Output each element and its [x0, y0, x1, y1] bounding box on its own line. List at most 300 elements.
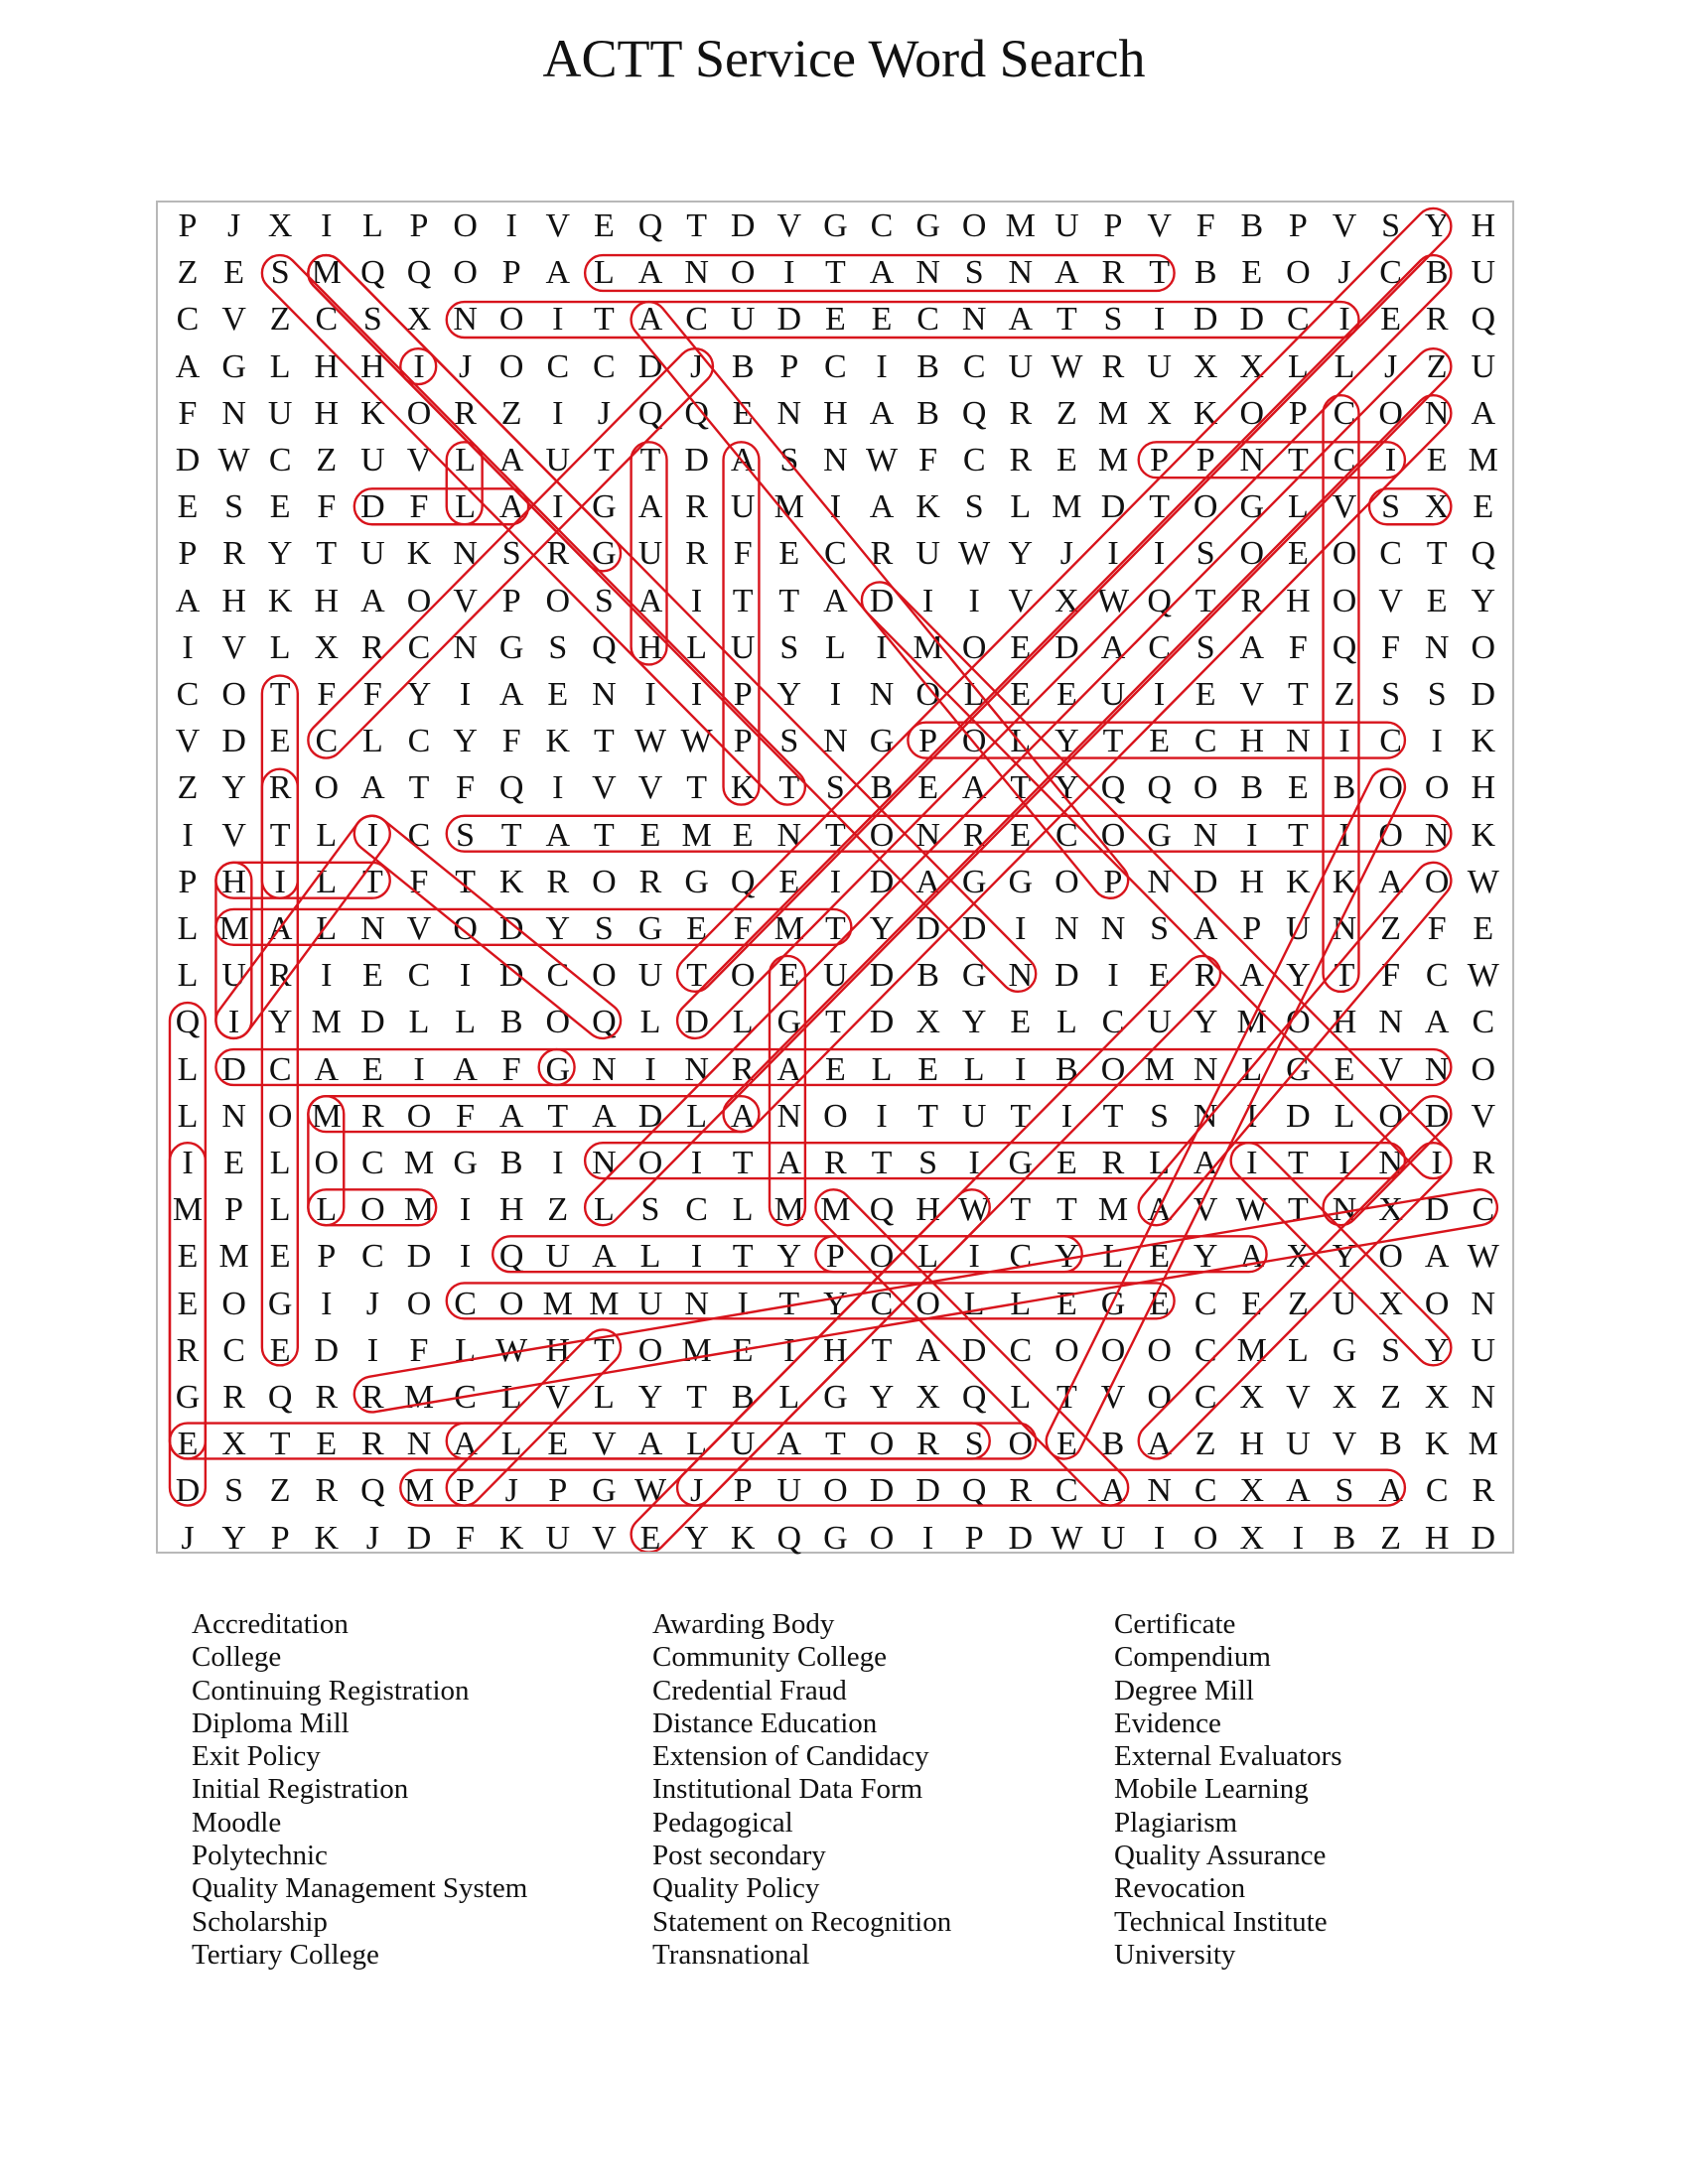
grid-letter: I — [690, 1145, 703, 1181]
grid-letter: I — [321, 1285, 333, 1322]
grid-letter: I — [459, 1191, 472, 1229]
grid-letter: N — [406, 1426, 432, 1463]
grid-letter: Y — [1055, 769, 1079, 807]
grid-letter: Z — [269, 301, 291, 339]
grid-letter: A — [175, 582, 201, 619]
grid-letter: L — [269, 1191, 291, 1229]
grid-letter: G — [545, 1050, 571, 1088]
grid-letter: L — [455, 1331, 476, 1369]
grid-letter: O — [869, 1519, 895, 1557]
grid-letter: D — [175, 442, 201, 478]
grid-letter: E — [547, 1426, 569, 1463]
grid-letter: N — [1424, 628, 1450, 666]
grid-letter: L — [917, 1238, 938, 1276]
grid-letter: T — [871, 1331, 893, 1369]
grid-letter: O — [360, 1191, 385, 1229]
grid-letter: Z — [316, 442, 338, 478]
grid-letter: N — [1332, 1191, 1357, 1229]
grid-letter: D — [684, 442, 709, 478]
grid-letter: H — [637, 628, 663, 666]
grid-letter: N — [592, 676, 617, 713]
grid-letter: K — [730, 769, 756, 807]
grid-letter: E — [732, 1331, 754, 1369]
grid-letter: V — [406, 442, 432, 478]
grid-letter: V — [545, 207, 571, 244]
grid-letter: S — [640, 1191, 660, 1229]
grid-letter: T — [1056, 301, 1077, 339]
grid-letter: L — [1288, 1331, 1309, 1369]
grid-letter: A — [637, 254, 663, 292]
grid-letter: N — [221, 1097, 246, 1135]
grid-letter: I — [552, 1145, 564, 1181]
grid-letter: Y — [221, 1519, 246, 1557]
grid-letter: O — [267, 1097, 293, 1135]
grid-letter: C — [685, 1191, 708, 1229]
grid-letter: O — [961, 723, 987, 760]
grid-letter: P — [270, 1519, 290, 1557]
grid-letter: D — [637, 1097, 663, 1135]
grid-letter: L — [1010, 1379, 1032, 1416]
grid-letter: Z — [500, 394, 522, 432]
grid-letter: B — [499, 1145, 523, 1181]
grid-letter: A — [453, 1050, 478, 1088]
grid-letter: N — [776, 816, 802, 854]
grid-letter: C — [1472, 1191, 1495, 1229]
grid-letter: M — [913, 628, 943, 666]
grid-letter: D — [1424, 1097, 1450, 1135]
grid-letter: U — [267, 394, 293, 432]
grid-letter: R — [638, 863, 662, 900]
grid-letter: G — [498, 628, 524, 666]
grid-letter: E — [177, 1285, 199, 1322]
grid-letter: M — [1097, 394, 1129, 432]
grid-letter: N — [823, 723, 848, 760]
grid-letter: T — [1010, 1097, 1032, 1135]
grid-letter: L — [500, 1426, 522, 1463]
grid-letter: I — [829, 676, 842, 713]
grid-letter: F — [409, 1331, 429, 1369]
grid-letter: Y — [961, 1004, 987, 1041]
grid-letter: S — [594, 910, 614, 947]
grid-letter: Q — [1147, 769, 1172, 807]
grid-letter: N — [1471, 1285, 1496, 1322]
grid-letter: O — [1378, 1097, 1403, 1135]
grid-letter: S — [1196, 628, 1215, 666]
grid-letter: R — [1101, 347, 1125, 385]
grid-letter: Z — [177, 769, 199, 807]
grid-letter: Z — [1426, 347, 1448, 385]
grid-letter: T — [732, 582, 754, 619]
grid-letter: A — [1286, 1472, 1311, 1510]
grid-letter: N — [776, 1097, 802, 1135]
grid-letter: U — [637, 957, 663, 995]
grid-letter: M — [403, 1379, 435, 1416]
grid-letter: A — [1008, 301, 1034, 339]
grid-letter: C — [1287, 301, 1310, 339]
grid-letter: R — [916, 1426, 939, 1463]
grid-letter: Z — [1334, 676, 1355, 713]
grid-letter: Z — [269, 1472, 291, 1510]
grid-letter: V — [221, 816, 246, 854]
grid-letter: L — [316, 1191, 338, 1229]
grid-letter: X — [1378, 1191, 1403, 1229]
grid-letter: I — [1246, 1097, 1258, 1135]
grid-letter: A — [498, 488, 524, 526]
grid-letter: I — [459, 1238, 472, 1276]
grid-letter: H — [1239, 723, 1265, 760]
grid-letter: P — [918, 723, 938, 760]
grid-letter: Z — [1288, 1285, 1309, 1322]
grid-letter: L — [594, 1191, 615, 1229]
grid-letter: O — [1378, 769, 1403, 807]
grid-letter: I — [182, 816, 194, 854]
grid-letter: B — [1240, 207, 1264, 244]
grid-letter: A — [175, 347, 201, 385]
grid-letter: E — [316, 1426, 338, 1463]
grid-letter: O — [453, 254, 478, 292]
grid-letter: P — [409, 207, 429, 244]
grid-letter: N — [1239, 442, 1265, 478]
grid-letter: S — [964, 488, 984, 526]
grid-letter: H — [1471, 207, 1496, 244]
grid-letter: M — [1097, 1191, 1129, 1229]
grid-letter: L — [316, 863, 338, 900]
grid-letter: P — [178, 207, 198, 244]
grid-letter: O — [406, 582, 432, 619]
grid-letter: D — [360, 488, 385, 526]
grid-letter: V — [1193, 1191, 1218, 1229]
grid-letter: C — [685, 301, 708, 339]
word-list-item: Quality Assurance — [1114, 1840, 1327, 1872]
grid-letter: S — [1150, 910, 1170, 947]
grid-letter: U — [360, 442, 385, 478]
grid-letter: E — [362, 957, 383, 995]
grid-letter: K — [406, 535, 432, 573]
grid-letter: U — [637, 535, 663, 573]
grid-letter: A — [776, 1426, 802, 1463]
grid-letter: D — [869, 957, 895, 995]
grid-letter: B — [731, 1379, 755, 1416]
grid-letter: I — [876, 1097, 888, 1135]
grid-letter: P — [548, 1472, 568, 1510]
grid-letter: L — [825, 628, 846, 666]
grid-letter: C — [361, 1145, 384, 1181]
grid-letter: Y — [1008, 535, 1034, 573]
grid-letter: A — [869, 254, 895, 292]
grid-letter: Y — [267, 1004, 293, 1041]
grid-letter: G — [823, 1379, 848, 1416]
grid-letter: C — [1101, 1004, 1125, 1041]
grid-letter: J — [365, 1285, 379, 1322]
grid-letter: T — [1288, 676, 1309, 713]
grid-letter: T — [455, 863, 476, 900]
grid-letter: N — [684, 1050, 709, 1088]
grid-letter: T — [269, 676, 291, 713]
grid-letter: D — [406, 1238, 432, 1276]
grid-letter: H — [1471, 769, 1496, 807]
grid-letter: J — [458, 347, 473, 385]
grid-letter: Y — [221, 769, 246, 807]
grid-letter: M — [1468, 442, 1498, 478]
grid-letter: I — [737, 1285, 749, 1322]
grid-letter: A — [1100, 1472, 1126, 1510]
grid-letter: U — [730, 488, 756, 526]
grid-letter: N — [1424, 816, 1450, 854]
grid-letter: V — [1378, 1050, 1403, 1088]
grid-letter: O — [869, 1238, 895, 1276]
grid-letter: T — [594, 723, 615, 760]
grid-letter: X — [1239, 1472, 1265, 1510]
grid-letter: A — [360, 582, 385, 619]
grid-letter: I — [182, 628, 194, 666]
grid-letter: I — [227, 1004, 240, 1041]
grid-letter: D — [961, 1331, 987, 1369]
grid-letter: E — [594, 207, 615, 244]
grid-letter: O — [1378, 1238, 1403, 1276]
grid-letter: M — [774, 1191, 804, 1229]
grid-letter: E — [1056, 442, 1077, 478]
grid-letter: D — [360, 1004, 385, 1041]
grid-letter: W — [865, 442, 899, 478]
grid-letter: W — [680, 723, 713, 760]
grid-letter: E — [1288, 535, 1309, 573]
grid-letter: T — [1288, 1191, 1309, 1229]
grid-letter: C — [268, 442, 292, 478]
grid-letter: V — [221, 628, 246, 666]
grid-letter: V — [175, 723, 201, 760]
grid-letter: L — [686, 628, 707, 666]
grid-letter: D — [869, 1004, 895, 1041]
grid-letter: T — [686, 1379, 707, 1416]
grid-letter: R — [870, 535, 894, 573]
grid-letter: V — [1332, 207, 1357, 244]
grid-letter: S — [1381, 1331, 1401, 1369]
grid-letter: I — [321, 207, 333, 244]
grid-letter: B — [1333, 769, 1356, 807]
grid-letter: L — [1334, 1097, 1355, 1135]
grid-letter: I — [1015, 1050, 1027, 1088]
grid-letter: H — [545, 1331, 571, 1369]
grid-letter: C — [824, 347, 847, 385]
grid-letter: Y — [776, 676, 802, 713]
grid-letter: K — [915, 488, 940, 526]
grid-letter: I — [876, 347, 888, 385]
grid-letter: U — [730, 301, 756, 339]
grid-letter: R — [1240, 582, 1264, 619]
grid-letter: T — [594, 816, 615, 854]
word-list-item: Quality Management System — [192, 1872, 528, 1905]
grid-letter: E — [1010, 1004, 1032, 1041]
grid-letter: H — [221, 863, 246, 900]
grid-letter: F — [918, 442, 938, 478]
grid-letter: O — [314, 1145, 340, 1181]
grid-letter: L — [177, 1050, 199, 1088]
grid-letter: N — [360, 910, 385, 947]
grid-letter: G — [776, 1004, 802, 1041]
grid-letter: T — [1102, 723, 1124, 760]
grid-letter: X — [314, 628, 340, 666]
grid-letter: L — [1010, 488, 1032, 526]
grid-letter: V — [1471, 1097, 1496, 1135]
grid-letter: Y — [267, 535, 293, 573]
grid-letter: P — [178, 863, 198, 900]
grid-letter: O — [1332, 582, 1357, 619]
grid-letter: B — [731, 347, 755, 385]
grid-letter: S — [456, 816, 476, 854]
grid-letter: O — [1471, 1050, 1496, 1088]
grid-letter: P — [224, 1191, 244, 1229]
grid-letter: E — [1288, 769, 1309, 807]
grid-letter: C — [1472, 1004, 1495, 1041]
grid-letter: G — [1100, 1285, 1126, 1322]
grid-letter: Z — [1056, 394, 1077, 432]
grid-letter: N — [1286, 723, 1311, 760]
word-list-column-3 — [1114, 1608, 1342, 1972]
grid-letter: V — [1378, 582, 1403, 619]
grid-letter: A — [1378, 1472, 1403, 1510]
grid-letter: W — [1467, 957, 1499, 995]
grid-letter: A — [869, 394, 895, 432]
grid-letter: Z — [547, 1191, 569, 1229]
grid-letter: O — [1286, 1004, 1311, 1041]
grid-letter: G — [1286, 1050, 1311, 1088]
grid-letter: W — [1235, 1191, 1268, 1229]
grid-letter: E — [1334, 1050, 1355, 1088]
grid-letter: E — [639, 1519, 661, 1557]
grid-letter: T — [778, 769, 800, 807]
grid-letter: L — [1149, 1145, 1170, 1181]
grid-letter: V — [1286, 1379, 1311, 1416]
grid-letter: F — [362, 676, 382, 713]
grid-letter: P — [178, 535, 198, 573]
word-list-item: Plagiarism — [1114, 1806, 1238, 1839]
grid-letter: W — [1096, 582, 1130, 619]
grid-letter: L — [1288, 488, 1309, 526]
grid-letter: D — [915, 1472, 940, 1510]
grid-letter: L — [963, 1285, 985, 1322]
grid-letter: U — [961, 1097, 987, 1135]
grid-letter: L — [362, 207, 383, 244]
grid-letter: N — [1008, 957, 1034, 995]
grid-letter: C — [962, 347, 986, 385]
grid-letter: T — [1010, 769, 1032, 807]
grid-letter: N — [915, 816, 940, 854]
grid-letter: R — [361, 1379, 384, 1416]
grid-letter: L — [963, 1050, 985, 1088]
grid-letter: Q — [175, 1004, 201, 1041]
grid-letter: I — [644, 676, 656, 713]
grid-letter: E — [732, 816, 754, 854]
grid-letter: O — [823, 1097, 848, 1135]
grid-letter: I — [876, 628, 888, 666]
grid-letter: O — [545, 1004, 571, 1041]
grid-letter: Y — [545, 910, 571, 947]
grid-letter: L — [269, 347, 291, 385]
grid-letter: T — [1195, 582, 1216, 619]
grid-letter: M — [403, 1191, 435, 1229]
grid-letter: C — [870, 1285, 894, 1322]
grid-letter: E — [362, 1050, 383, 1088]
grid-letter: P — [733, 1472, 753, 1510]
grid-letter: Y — [1193, 1004, 1218, 1041]
grid-letter: F — [1288, 628, 1308, 666]
grid-letter: G — [637, 910, 663, 947]
grid-letter: T — [1288, 1145, 1309, 1181]
grid-letter: A — [869, 488, 895, 526]
grid-letter: C — [1425, 957, 1449, 995]
grid-letter: O — [1286, 254, 1311, 292]
grid-letter: N — [1147, 863, 1172, 900]
grid-letter: U — [1471, 347, 1496, 385]
grid-letter: T — [732, 1238, 754, 1276]
grid-letter: C — [1194, 1285, 1217, 1322]
word-list-item: Polytechnic — [192, 1840, 328, 1872]
grid-letter: G — [453, 1145, 478, 1181]
grid-letter: L — [269, 1145, 291, 1181]
grid-letter: L — [408, 1004, 430, 1041]
grid-letter: E — [778, 863, 800, 900]
grid-letter: Y — [1332, 1238, 1357, 1276]
grid-letter: M — [311, 1004, 342, 1041]
grid-letter: C — [546, 957, 570, 995]
grid-letter: O — [1239, 394, 1265, 432]
grid-letter: O — [1424, 769, 1450, 807]
grid-letter: P — [1103, 863, 1123, 900]
grid-letter: U — [1332, 1285, 1357, 1322]
grid-letter: R — [546, 535, 570, 573]
grid-letter: R — [222, 535, 245, 573]
grid-letter: Y — [869, 1379, 895, 1416]
grid-letter: P — [1242, 910, 1262, 947]
grid-letter: A — [1239, 628, 1265, 666]
grid-letter: A — [545, 254, 571, 292]
grid-letter: A — [267, 910, 293, 947]
grid-letter: D — [221, 1050, 246, 1088]
grid-letter: I — [552, 394, 564, 432]
grid-letter: Y — [1471, 582, 1496, 619]
grid-letter: T — [1149, 488, 1170, 526]
grid-letter: A — [1239, 1238, 1265, 1276]
grid-letter: E — [1149, 1238, 1170, 1276]
grid-letter: C — [222, 1331, 245, 1369]
grid-letter: P — [964, 1519, 984, 1557]
grid-letter: I — [552, 769, 564, 807]
grid-letter: G — [1239, 488, 1265, 526]
grid-letter: D — [776, 301, 802, 339]
grid-letter: H — [1239, 1426, 1265, 1463]
grid-letter: B — [1240, 769, 1264, 807]
grid-letter: S — [1150, 1097, 1170, 1135]
grid-letter: R — [546, 863, 570, 900]
grid-letter: T — [778, 1285, 800, 1322]
grid-letter: D — [1193, 863, 1218, 900]
grid-letter: N — [684, 1285, 709, 1322]
grid-letter: E — [732, 394, 754, 432]
grid-letter: I — [1384, 442, 1397, 478]
grid-letter: U — [1471, 254, 1496, 292]
grid-letter: O — [1239, 535, 1265, 573]
grid-letter: U — [637, 1285, 663, 1322]
grid-letter: M — [1052, 488, 1082, 526]
grid-letter: M — [774, 488, 804, 526]
grid-letter: D — [1239, 301, 1265, 339]
grid-letter: X — [1239, 347, 1265, 385]
grid-letter: E — [1056, 1426, 1077, 1463]
grid-letter: C — [454, 1379, 477, 1416]
grid-letter: X — [1424, 1379, 1450, 1416]
word-list-item: Evidence — [1114, 1706, 1221, 1739]
grid-letter: A — [592, 1238, 617, 1276]
